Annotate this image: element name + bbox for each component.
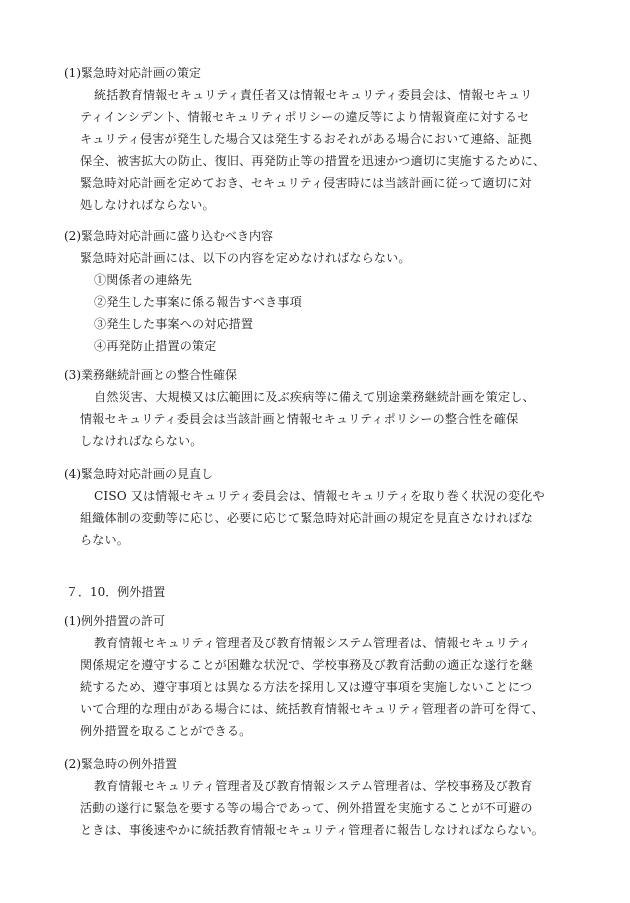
section-heading: (2)緊急時対応計画に盛り込むべき内容 xyxy=(64,229,273,243)
paragraph-line: 教育情報セキュリティ管理者及び教育情報システム管理者は、情報セキュリティ xyxy=(94,636,532,650)
list-item: ④再発防止措置の策定 xyxy=(94,339,217,353)
paragraph-line: ティインシデント、情報セキュリティポリシーの違反等により情報資産に対するセ xyxy=(80,110,530,124)
list-item: ①関係者の連絡先 xyxy=(94,273,192,287)
section-heading: (3)業務継続計画との整合性確保 xyxy=(64,368,237,382)
paragraph-line: キュリティ侵害が発生した場合又は発生するおそれがある場合において連絡、証拠 xyxy=(80,132,532,146)
paragraph-line: 関係規定を遵守することが困難な状況で、学校事務及び教育活動の適正な遂行を継 xyxy=(80,658,533,672)
section-heading: (1)例外措置の許可 xyxy=(64,614,165,628)
paragraph-line: 情報セキュリティ委員会は当該計画と情報セキュリティポリシーの整合性を確保 xyxy=(80,412,519,426)
list-item: ③発生した事案への対応措置 xyxy=(94,317,254,331)
paragraph-line: しなければならない。 xyxy=(80,434,203,448)
section-heading: (4)緊急時対応計画の見直し xyxy=(64,467,213,481)
list-item: ②発生した事案に係る報告すべき事項 xyxy=(94,295,302,309)
paragraph-line: 処しなければならない。 xyxy=(80,198,215,212)
section-heading: (1)緊急時対応計画の策定 xyxy=(64,66,201,80)
paragraph-line: 緊急時対応計画には、以下の内容を定めなければならない。 xyxy=(80,251,411,265)
section-title: ７．10．例外措置 xyxy=(66,585,166,599)
paragraph-line: いて合理的な理由がある場合には、統括教育情報セキュリティ管理者の許可を得て、 xyxy=(80,702,544,716)
paragraph-line: CISO 又は情報セキュリティ委員会は、情報セキュリティを取り巻く状況の変化や xyxy=(94,489,545,503)
paragraph-line: 自然災害、大規模又は広範囲に及ぶ疾病等に備えて別途業務継続計画を策定し、 xyxy=(94,390,535,404)
paragraph-line: らない。 xyxy=(80,533,129,547)
paragraph-line: ときは、事後速やかに統括教育情報セキュリティ管理者に報告しなければならない。 xyxy=(80,823,545,837)
paragraph-line: 活動の遂行に緊急を要する等の場合であって、例外措置を実施することが不可避の xyxy=(80,801,533,815)
paragraph-line: 教育情報セキュリティ管理者及び教育情報システム管理者は、学校事務及び教育 xyxy=(94,779,533,793)
paragraph-line: 統括教育情報セキュリティ責任者又は情報セキュリティ委員会は、情報セキュリ xyxy=(94,88,533,102)
paragraph-line: 例外措置を取ることができる。 xyxy=(80,724,252,738)
section-heading: (2)緊急時の例外措置 xyxy=(64,757,177,771)
paragraph-line: 保全、被害拡大の防止、復旧、再発防止等の措置を迅速かつ適切に実施するために、 xyxy=(80,154,546,168)
paragraph-line: 緊急時対応計画を定めておき、セキュリティ侵害時には当該計画に従って適切に対 xyxy=(80,176,532,190)
paragraph-line: 組織体制の変動等に応じ、必要に応じて緊急時対応計画の規定を見直さなければな xyxy=(80,511,534,525)
paragraph-line: 続するため、遵守事項とは異なる方法を採用し又は遵守事項を実施しないことにつ xyxy=(80,680,533,694)
